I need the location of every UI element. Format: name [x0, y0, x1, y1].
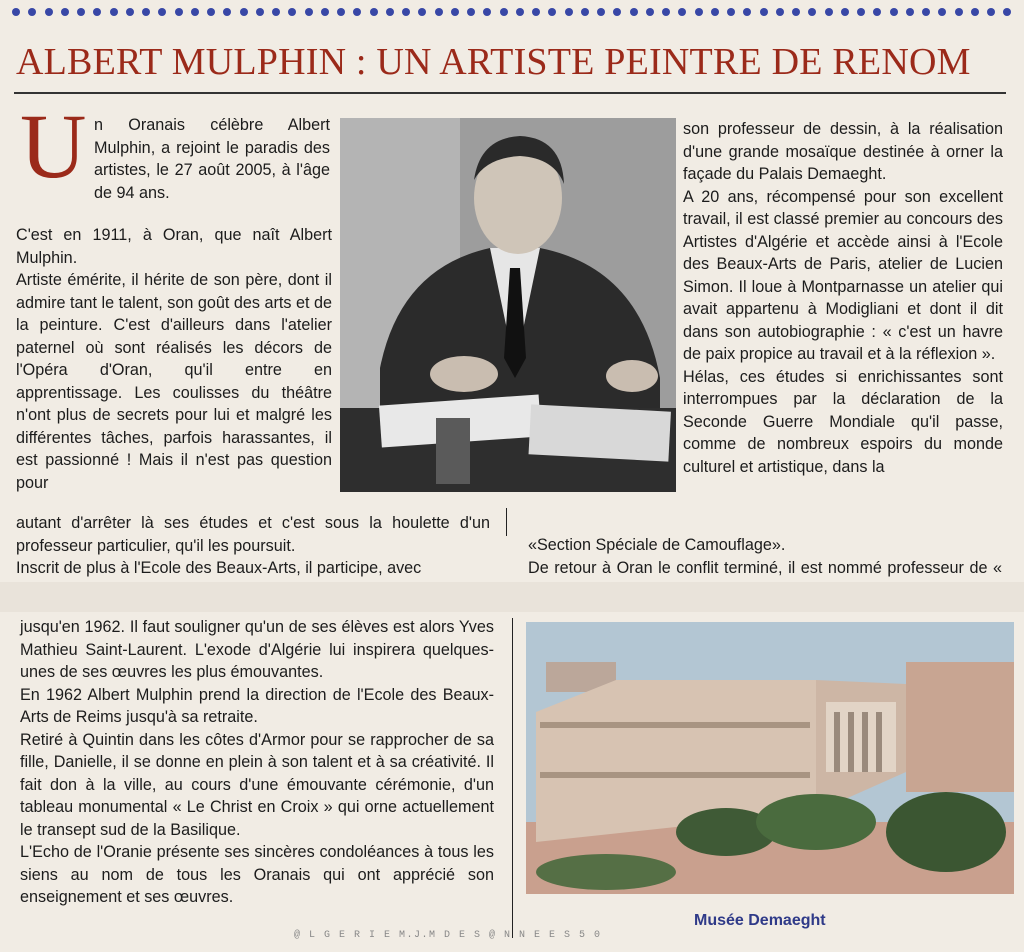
paragraph: Retiré à Quintin dans les côtes d'Armor pour se rapprocher de sa fille, Danielle, il se donne en plein à son talent et à sa créativité. Il fait don à la ville, au cours d'une émouvante cérémonie, d'un tableau monumental « Le Christ en Croix » qui orne actuellement le transept sud de la Basilique. [20, 730, 494, 839]
border-dot [548, 8, 556, 16]
portrait-photo [340, 118, 676, 492]
border-dot [126, 8, 134, 16]
border-dot [1003, 8, 1011, 16]
border-dot [532, 8, 540, 16]
border-dot [516, 8, 524, 16]
border-dot [646, 8, 654, 16]
footer-watermark: @ L G E R I E M.J.M D E S @ N N E E S 5 0 [294, 930, 602, 941]
paragraph: son professeur de dessin, à la réalisation d'une grande mosaïque destinée à orner la façade du Palais Demaeght. [683, 120, 1003, 183]
border-dot [565, 8, 573, 16]
article-title: ALBERT MULPHIN : UN ARTISTE PEINTRE DE RENOM [16, 41, 971, 83]
page-gap [0, 582, 1024, 612]
border-dot [451, 8, 459, 16]
title-underline [14, 92, 1006, 94]
border-dot [93, 8, 101, 16]
paragraph: autant d'arrêter là ses études et c'est sous la houlette d'un professeur particulier, qu'il les poursuit. [16, 514, 490, 555]
border-dot [987, 8, 995, 16]
border-dot [906, 8, 914, 16]
border-dot [467, 8, 475, 16]
border-dot [386, 8, 394, 16]
column-2-text [683, 118, 1003, 478]
border-dot [288, 8, 296, 16]
intro-paragraph: n Oranais célèbre Albert Mulphin, a rejoint le paradis des artistes, le 27 août 2005, à l'âge de 94 ans. [94, 116, 330, 202]
border-dot [12, 8, 20, 16]
column-divider [506, 508, 507, 536]
column-divider [512, 618, 513, 938]
border-dot [353, 8, 361, 16]
border-dot [435, 8, 443, 16]
border-dot [305, 8, 313, 16]
border-dot [28, 8, 36, 16]
drop-cap: U [20, 95, 87, 197]
border-dot [743, 8, 751, 16]
paragraph: A 20 ans, récompensé pour son excellent travail, il est classé premier au concours des Artistes d'Algérie et accède ainsi à l'Ecole des Beaux-Arts de Paris, atelier de Lucien Simon. Il loue à Montparnasse un atelier qui avait appartenu à Modigliani et dont il dit dans son autobiographie : « c'est un havre de paix propice au travail et à la réflexion ». [683, 187, 1003, 363]
paragraph: En 1962 Albert Mulphin prend la direction de l'Ecole des Beaux-Arts de Reims jusqu'à sa retraite. [20, 685, 494, 726]
border-dot [483, 8, 491, 16]
museum-photo [526, 622, 1014, 894]
border-dot [370, 8, 378, 16]
border-dot [142, 8, 150, 16]
paragraph: C'est en 1911, à Oran, que naît Albert Mulphin. [16, 226, 332, 267]
border-dot [337, 8, 345, 16]
border-dot [272, 8, 280, 16]
border-dot [418, 8, 426, 16]
border-dot [110, 8, 118, 16]
border-dot [613, 8, 621, 16]
border-dot [938, 8, 946, 16]
border-dot [727, 8, 735, 16]
border-dot [857, 8, 865, 16]
border-dot [581, 8, 589, 16]
border-dot [695, 8, 703, 16]
border-dot [776, 8, 784, 16]
paragraph: Artiste émérite, il hérite de son père, dont il admire tant le talent, son goût des arts et de la peinture. C'est d'ailleurs dans l'atelier paternel où sont réalisés les décors de l'Opéra d'Oran, qu'il entre en apprentissage. Les coulisses du théâtre n'ont plus de secrets pour lui et malgré les différentes tâches, parfois harassantes, il est passionné ! Mais il n'est pas question pour [16, 271, 332, 492]
border-dot [500, 8, 508, 16]
border-dot [922, 8, 930, 16]
border-dot [825, 8, 833, 16]
paragraph: Inscrit de plus à l'Ecole des Beaux-Arts, il participe, avec [16, 559, 422, 577]
border-dot [45, 8, 53, 16]
border-dot [662, 8, 670, 16]
border-dot [191, 8, 199, 16]
border-dot [77, 8, 85, 16]
border-dot [760, 8, 768, 16]
border-dot [402, 8, 410, 16]
border-dot [158, 8, 166, 16]
dotted-top-border [12, 8, 1012, 22]
photo-caption: Musée Demaeght [694, 912, 826, 929]
border-dot [711, 8, 719, 16]
column-1-continued-text [16, 512, 490, 580]
border-dot [678, 8, 686, 16]
column-1-text [16, 224, 332, 494]
border-dot [321, 8, 329, 16]
column-3-text [20, 616, 494, 909]
border-dot [597, 8, 605, 16]
border-dot [256, 8, 264, 16]
paragraph: Hélas, ces études si enrichissantes sont interrompues par la déclaration de la Seconde Guerre Mondiale qu'il passe, comme de nombreux espoirs du monde culturel et artistique, dans la [683, 367, 1003, 476]
paragraph: jusqu'en 1962. Il faut souligner qu'un de ses élèves est alors Yves Mathieu Saint-Laurent. L'exode d'Algérie lui inspirera quelques-unes de ses œuvres les plus émouvantes. [20, 618, 494, 681]
border-dot [240, 8, 248, 16]
paragraph: De retour à Oran le conflit terminé, il est nommé professeur de « [528, 558, 1002, 577]
border-dot [792, 8, 800, 16]
border-dot [630, 8, 638, 16]
border-dot [841, 8, 849, 16]
border-dot [873, 8, 881, 16]
border-dot [971, 8, 979, 16]
border-dot [890, 8, 898, 16]
border-dot [175, 8, 183, 16]
border-dot [955, 8, 963, 16]
border-dot [61, 8, 69, 16]
border-dot [207, 8, 215, 16]
paragraph: L'Echo de l'Oranie présente ses sincères condoléances à tous les siens au nom de tous les Oranais qui ont apprécié son enseignement et ses œuvres. [20, 843, 494, 906]
border-dot [808, 8, 816, 16]
border-dot [223, 8, 231, 16]
paragraph: «Section Spéciale de Camouflage». [528, 536, 786, 554]
